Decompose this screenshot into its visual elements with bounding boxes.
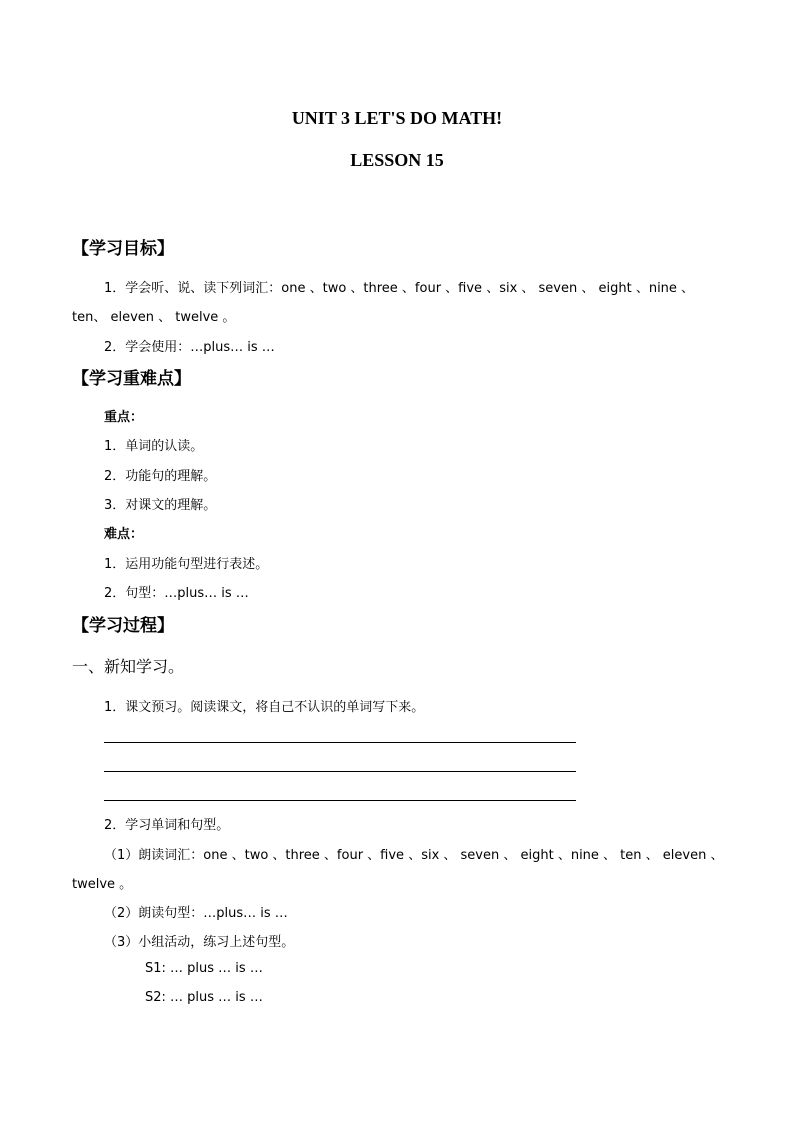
- focus-item-1: 1．单词的认读。: [104, 439, 204, 454]
- writing-line-1[interactable]: [104, 742, 576, 743]
- writing-line-2[interactable]: [104, 771, 576, 772]
- sub-step-2: （2）朗读句型：…plus… is …: [104, 906, 288, 921]
- step-1: 1．课文预习。阅读课文，将自己不认识的单词写下来。: [104, 700, 425, 715]
- step-2: 2．学习单词和句型。: [104, 818, 230, 833]
- difficulty-label: 难点：: [104, 527, 144, 542]
- writing-line-3[interactable]: [104, 800, 576, 801]
- objective-item-1-line1: 1．学会听、说、读下列词汇：one 、two 、three 、four 、five 、six 、 seven 、 eight 、nine 、: [104, 281, 695, 296]
- dialog-line-s1: S1: … plus … is …: [145, 961, 263, 976]
- part-1-title: 一、新知学习。: [72, 657, 185, 676]
- sub-step-1-line2: twelve 。: [72, 877, 133, 892]
- sub-step-1-line1: （1）朗读词汇：one 、two 、three 、four 、five 、six 、 seven 、 eight 、nine 、 ten 、 eleven 、: [104, 848, 724, 863]
- objective-item-2: 2．学会使用：…plus… is …: [104, 340, 275, 355]
- lesson-title: LESSON 15: [350, 150, 444, 170]
- focus-item-3: 3．对课文的理解。: [104, 498, 217, 513]
- sub-step-3: （3）小组活动，练习上述句型。: [104, 935, 295, 950]
- unit-title: UNIT 3 LET'S DO MATH!: [291, 108, 503, 128]
- objectives-heading: 【学习目标】: [72, 239, 174, 259]
- key-points-heading: 【学习重难点】: [72, 369, 191, 389]
- difficulty-item-1: 1．运用功能句型进行表述。: [104, 557, 269, 572]
- difficulty-item-2: 2．句型：…plus… is …: [104, 586, 249, 601]
- dialog-line-s2: S2: … plus … is …: [145, 990, 263, 1005]
- focus-item-2: 2．功能句的理解。: [104, 469, 217, 484]
- objective-item-1-line2: ten、 eleven 、 twelve 。: [72, 310, 236, 325]
- focus-label: 重点：: [104, 410, 144, 425]
- process-heading: 【学习过程】: [72, 616, 174, 636]
